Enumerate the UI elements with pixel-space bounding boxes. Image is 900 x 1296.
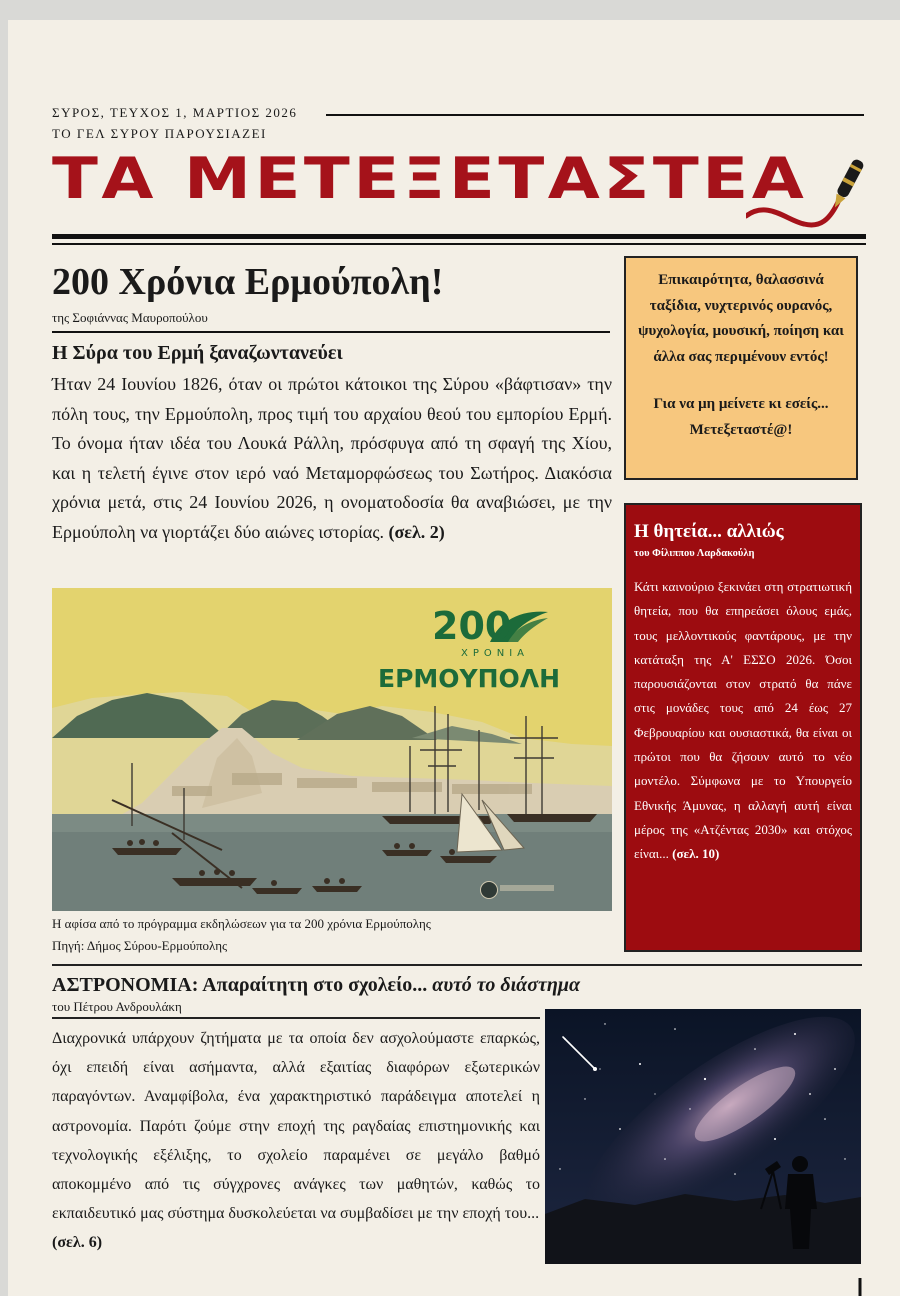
side-article-text: Κάτι καινούριο ξεκινάει στη στρατιωτική θητεία, που θα επηρεάσει όλους εμάς, τους μελλοντικούς φαντάρους, με την κατάταξη της Α' ΕΣΣΟ 2026. Όσοι παρουσιάζονται στον στρατό θα πάνε στις μονάδες τους από 24 έως 27 Φεβρουαρίου και ουσιαστικά, θα είναι οι πρώτοι που θα ζήσουν αυτό το νέο μοντέλο. Σύμφωνα με το Υπουργείο Εθνικής Άμυνας, η αλλαγή αυτή είναι μέρος της «Ατζέντας 2030» και στόχος είναι...	[634, 579, 852, 862]
side-article-body	[634, 575, 852, 867]
lead-body-text: Ήταν 24 Ιουνίου 1826, όταν οι πρώτοι κάτοικοι της Σύρου «βάφτισαν» την πόλη τους, την Ερμούπολη, προς τιμή του αρχαίου θεού του εμπορίου Ερμή. Το όνομα ήταν ιδέα του Λουκά Ράλλη, πρόσφυγα από τη σφαγή της Χίου, και η τελετή έγινε στον ιερό ναό Μεταμορφώσεως του Σωτήρος. Διακόσια χρόνια μετά, στις 24 Ιουνίου 2026, η ονοματοδοσία θα αναβιώσει, με την Ερμούπολη να γιορτάζει δύο αιώνες ιστορίας.	[52, 374, 612, 542]
section-rule	[52, 964, 862, 966]
municipality-emblem-text	[500, 885, 554, 891]
masthead-rule	[326, 114, 864, 116]
astro-headline-italic: αυτό το διάστημα	[432, 974, 581, 996]
lead-rule	[52, 331, 610, 333]
astro-byline: του Πέτρου Ανδρουλάκη	[52, 999, 182, 1014]
stargazing-photo	[545, 1009, 861, 1264]
masthead-thick-rule	[52, 234, 866, 239]
lead-page-ref: (σελ. 2)	[388, 521, 445, 542]
masthead-thin-rule	[52, 243, 866, 245]
teaser-text-2: Για να μη μείνετε κι εσείς... Μετεξεταστέ@!	[653, 396, 829, 438]
presenter-line: ΤΟ ΓΕΛ ΣΥΡΟΥ ΠΑΡΟΥΣΙΑΖΕΙ	[52, 126, 267, 141]
side-article-box	[624, 503, 862, 952]
logo-city: ΕΡΜΟΥΠΟΛΗ	[378, 664, 561, 693]
side-article-byline: του Φίλιππου Λαρδακούλη	[634, 548, 755, 559]
astro-rule	[52, 1017, 540, 1019]
logo-subtitle: ΧΡΟΝΙΑ	[460, 648, 530, 659]
newspaper-title: ΤΑ ΜΕΤΕΞΕΤΑΣΤΕΑ	[52, 146, 808, 212]
logo-number: 200	[432, 604, 512, 648]
lead-body	[52, 370, 612, 547]
astro-body	[52, 1024, 540, 1258]
astro-headline-main: ΑΣΤΡΟΝΟΜΙΑ: Απαραίτητη στο σχολείο...	[52, 974, 428, 996]
astro-page-ref: (σελ. 6)	[52, 1234, 103, 1252]
astro-body-text: Διαχρονικά υπάρχουν ζητήματα με τα οποία δεν ασχολούμαστε επαρκώς, όχι επειδή είναι ασήμαντα, αλλά εξαιτίας διαφόρων εξωτερικών παραγόντων. Αναμφίβολα, ένα χαρακτηριστικό παράδειγμα αποτελεί η αστρονομία. Παρότι ζούμε στην εποχή της ραγδαίας επιστημονικής και τεχνολογικής εξέλιξης, το σχολείο παραμένει σε μεγάλο βαθμό αποκομμένο από τις σύγχρονες ανάγκες των μαθητών, καθώς το εκπαιδευτικό μας σύστημα δυσκολεύεται να συμβαδίσει με την εποχή του...	[52, 1030, 540, 1223]
newspaper-page	[8, 20, 900, 1296]
poster-caption	[52, 913, 431, 957]
astro-headline	[52, 974, 580, 997]
page-corner-mark	[856, 1274, 876, 1296]
municipality-emblem-icon	[480, 881, 498, 899]
side-article-page-ref: (σελ. 10)	[672, 846, 720, 862]
lead-subheadline: Η Σύρα του Ερμή ξαναζωντανεύει	[52, 342, 343, 364]
lead-byline: της Σοφιάννας Μαυροπούλου	[52, 310, 208, 325]
teaser-text-1: Επικαιρότητα, θαλασσινά ταξίδια, νυχτερινός ουρανός, ψυχολογία, μουσική, ποίηση και άλλα σας περιμένουν εντός!	[638, 272, 844, 365]
fountain-pen-icon	[746, 140, 864, 232]
caption-line-2: Πηγή: Δήμος Σύρου-Ερμούπολης	[52, 938, 228, 953]
event-poster	[52, 588, 612, 911]
issue-line: ΣΥΡΟΣ, ΤΕΥΧΟΣ 1, ΜΑΡΤΙΟΣ 2026	[52, 105, 298, 120]
side-article-title: Η θητεία... αλλιώς	[634, 521, 784, 542]
caption-line-1: Η αφίσα από το πρόγραμμα εκδηλώσεων για τα 200 χρόνια Ερμούπολης	[52, 916, 431, 931]
lead-headline: 200 Χρόνια Ερμούπολη!	[52, 261, 444, 303]
teaser-box	[624, 256, 858, 480]
